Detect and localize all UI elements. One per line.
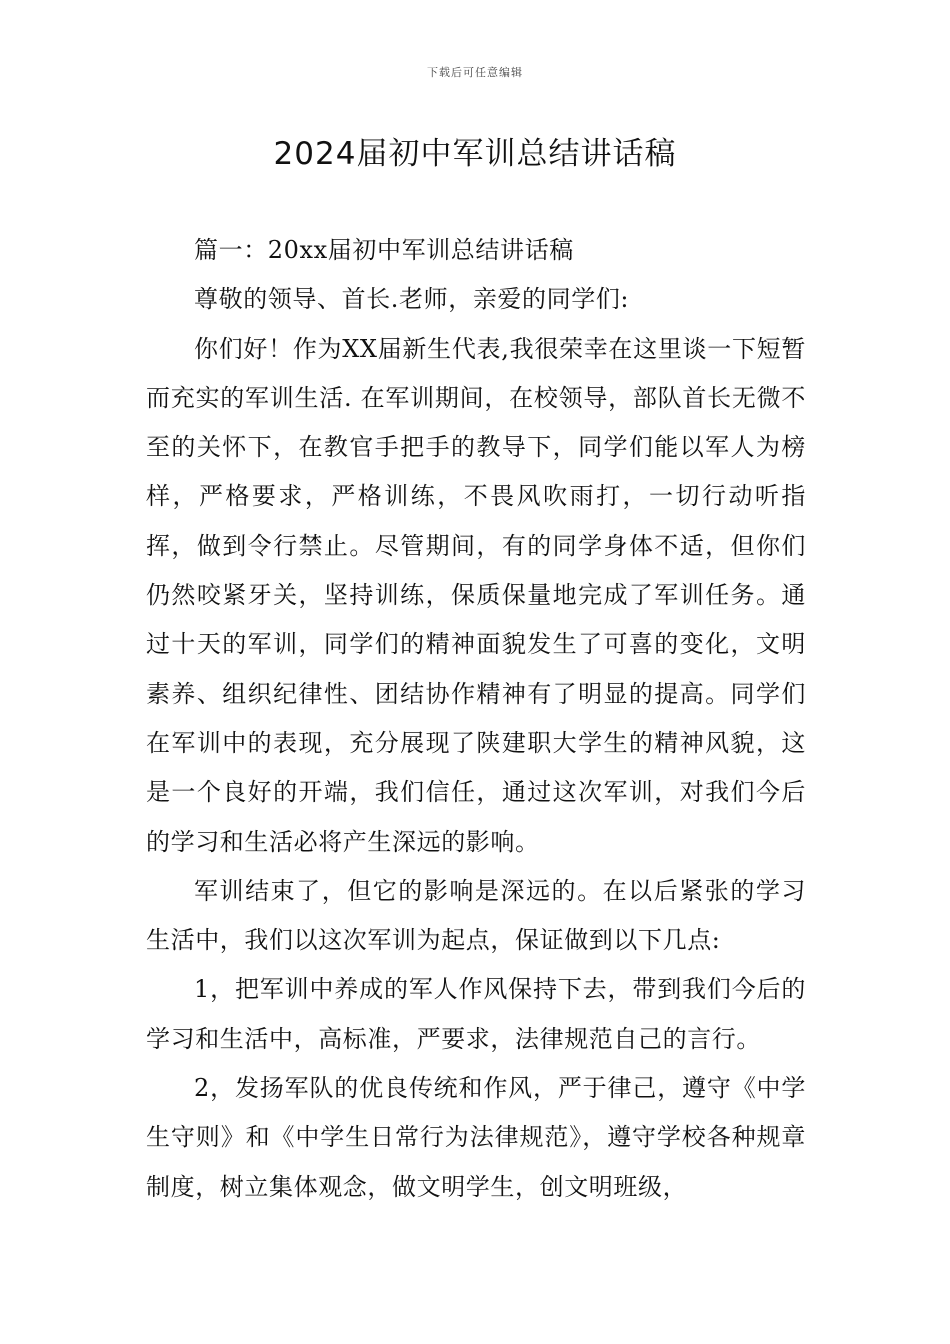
document-body [146, 226, 806, 1212]
paragraph-section-heading: 篇一：20xx届初中军训总结讲话稿 [194, 236, 574, 264]
paragraph-body: 军训结束了，但它的影响是深远的。在以后紧张的学习生活中，我们以这次军训为起点，保证做到以下几点: [146, 876, 806, 955]
paragraph-list-item: 2，发扬军队的优良传统和作风，严于律己，遵守《中学生守则》和《中学生日常行为法律规范》，遵守学校各种规章制度，树立集体观念，做文明学生，创文明班级， [146, 1074, 806, 1201]
paragraph-body: 你们好！作为XX届新生代表,我很荣幸在这里谈一下短暂而充实的军训生活. 在军训期间，在校领导，部队首长无微不至的关怀下，在教官手把手的教导下，同学们能以军人为榜样，严格要求，严格训练，不畏风吹雨打，一切行动听指挥，做到令行禁止。尽管期间，有的同学身体不适，但你们仍然咬紧牙关，坚持训练，保质保量地完成了军训任务。通过十天的军训，同学们的精神面貌发生了可喜的变化，文明素养、组织纪律性、团结协作精神有了明显的提高。同学们在军训中的表现，充分展现了陕建职大学生的精神风貌，这是一个良好的开端，我们信任，通过这次军训，对我们今后的学习和生活必将产生深远的影响。 [146, 334, 806, 856]
paragraph-salutation: 尊敬的领导、首长.老师，亲爱的同学们: [194, 285, 630, 314]
header-note: 下载后可任意编辑 [427, 66, 523, 79]
document-title: 2024届初中军训总结讲话稿 [273, 136, 677, 172]
paragraph-list-item: 1，把军训中养成的军人作风保持下去，带到我们今后的学习和生活中，高标准，严要求，法律规范自己的言行。 [146, 975, 806, 1053]
